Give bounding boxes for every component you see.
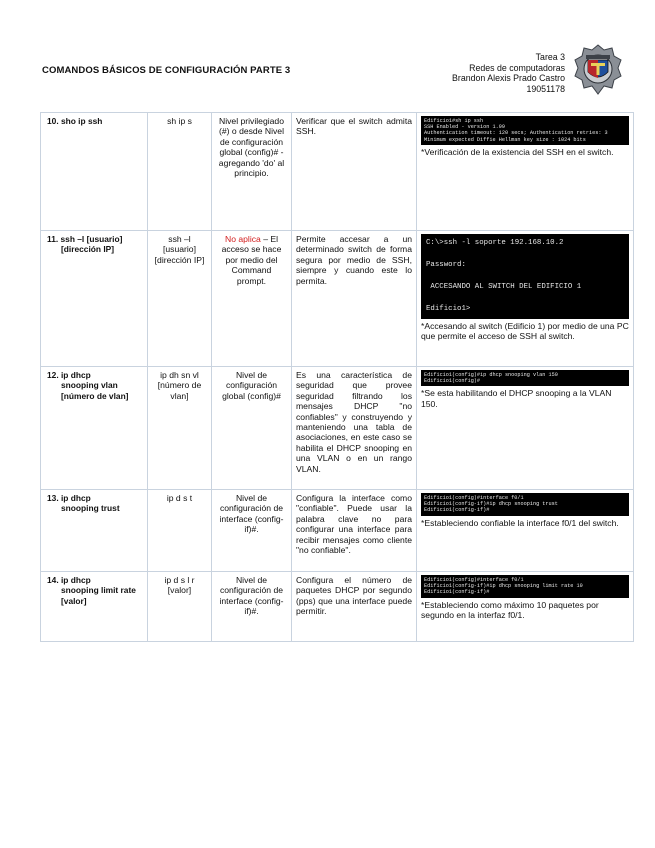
mode-text: Nivel de configuración de interface (config-if)#. xyxy=(219,493,284,535)
mode-cell xyxy=(212,572,292,642)
terminal-line: Edificio1> xyxy=(426,305,471,313)
description-cell: Permite accesar a un determinado switch de forma segura por medio de SSH, siempre y cuando este lo permita. xyxy=(292,231,417,367)
course-label: Redes de computadoras xyxy=(469,62,565,73)
terminal-line: C:\>ssh -l soporte 192.168.10.2 xyxy=(426,239,564,247)
terminal-line: Edificio1(config)# xyxy=(424,378,481,385)
example-caption: *Accesando al switch (Edificio 1) por medio de una PC que permite el acceso de SSH al switch. xyxy=(421,321,629,342)
command-continuation: [dirección IP] xyxy=(61,244,115,255)
terminal-line: Minimum expected Diffie Hellman key size : 1024 bits xyxy=(424,136,586,143)
example-cell xyxy=(417,231,634,367)
table-row xyxy=(41,231,634,367)
table-row xyxy=(41,113,634,231)
mode-text: Nivel de configuración de interface (config-if)#. xyxy=(219,575,284,617)
abbreviation-cell: ip dh sn vl [número de vlan] xyxy=(148,367,212,490)
command-continuation: snooping vlan [número de vlan] xyxy=(61,380,129,401)
terminal-screenshot xyxy=(421,575,629,598)
abbreviation-cell: ip d s t xyxy=(148,490,212,572)
commands-table xyxy=(40,112,634,642)
terminal-line xyxy=(426,293,624,304)
mode-cell xyxy=(212,113,292,231)
terminal-line: Edificio1(config-if)# xyxy=(424,507,490,514)
command-continuation: snooping limit rate [valor] xyxy=(61,585,136,606)
abbreviation-cell: ip d s l r [valor] xyxy=(148,572,212,642)
mode-text: Nivel privilegiado (#) o desde Nivel de configuración global (config)# - agregando 'do' al principio. xyxy=(218,116,285,179)
mode-cell xyxy=(212,231,292,367)
command-name: 14. ip dhcp xyxy=(47,575,91,585)
description-cell: Configura la interface como "confiable". Puede usar la palabra clave no para configurar una interface para recibir mensajes como cliente "no confiable". xyxy=(292,490,417,572)
example-cell xyxy=(417,113,634,231)
terminal-line xyxy=(426,249,624,260)
command-name: 13. ip dhcp xyxy=(47,493,91,503)
terminal-line: Password: xyxy=(426,261,466,269)
table-row xyxy=(41,572,634,642)
command-cell xyxy=(41,367,148,490)
command-cell xyxy=(41,490,148,572)
author-label: Brandon Alexis Prado Castro xyxy=(452,73,565,83)
table-row xyxy=(41,367,634,490)
example-caption: *Estableciendo como máximo 10 paquetes por segundo en la interfaz f0/1. xyxy=(421,599,599,621)
abbreviation-cell: ssh –l [usuario] [dirección IP] xyxy=(148,231,212,367)
example-caption: *Estableciendo confiable la interface f0/1 del switch. xyxy=(421,517,619,528)
terminal-line: Edificio1(config-if)# xyxy=(424,589,490,596)
command-cell xyxy=(41,113,148,231)
not-applicable-label: No aplica xyxy=(224,234,261,244)
institution-logo-icon xyxy=(574,44,622,96)
example-caption: *Verificación de la existencia del SSH en el switch. xyxy=(421,146,614,157)
terminal-line: Edificio1(config)#interface f0/1 xyxy=(424,495,524,501)
example-caption: *Se esta habilitando el DHCP snooping a la VLAN 150. xyxy=(421,388,612,409)
terminal-screenshot xyxy=(421,370,629,386)
terminal-line: Edificio1(config-if)#ip dhcp snooping trust xyxy=(424,501,558,508)
terminal-line: Edificio1(config)#interface f0/1 xyxy=(424,577,524,583)
description-cell: Es una característica de seguridad que provee seguridad filtrando los mensajes DHCP "no confiables" y construyendo y manteniendo una tabla de asociaciones, en este caso se habilita el DHCP snooping en una VLAN o en un rango VLAN. xyxy=(292,367,417,490)
mode-text: Nivel de configuración global (config)# xyxy=(222,370,281,401)
terminal-line: Authentication timeout: 120 secs; Authentication retries: 3 xyxy=(424,130,608,137)
terminal-screenshot xyxy=(421,493,629,516)
table-row xyxy=(41,490,634,572)
command-name: 12. ip dhcp xyxy=(47,370,91,380)
assignment-label: Tarea 3 xyxy=(535,52,565,62)
mode-text: – El acceso se hace por medio del Command prompt. xyxy=(221,234,282,286)
command-cell xyxy=(41,231,148,367)
terminal-line: Edificio1(config)#ip dhcp snooping vlan 150 xyxy=(424,372,558,378)
terminal-line xyxy=(426,271,624,282)
description-cell: Verificar que el switch admita SSH. xyxy=(292,113,417,231)
terminal-line: ACCESANDO AL SWITCH DEL EDIFICIO 1 xyxy=(426,283,582,291)
command-cell xyxy=(41,572,148,642)
command-name: 11. ssh –l [usuario] xyxy=(47,234,123,244)
terminal-line: Edificio1(config-if)#ip dhcp snooping limit rate 10 xyxy=(424,583,583,590)
student-id: 19051178 xyxy=(526,83,565,94)
terminal-screenshot xyxy=(421,116,629,145)
terminal-line: Edificio1#sh ip ssh xyxy=(424,118,484,124)
example-cell xyxy=(417,490,634,572)
command-continuation: snooping trust xyxy=(61,503,120,514)
mode-cell xyxy=(212,367,292,490)
example-cell xyxy=(417,367,634,490)
document-title: COMANDOS BÁSICOS DE CONFIGURACIÓN PARTE 3 xyxy=(42,65,291,76)
command-name: 10. sho ip ssh xyxy=(47,116,103,126)
terminal-line: SSH Enabled - version 1.99 xyxy=(424,124,505,131)
header-info xyxy=(452,52,565,94)
abbreviation-cell: sh ip s xyxy=(148,113,212,231)
example-cell xyxy=(417,572,634,642)
mode-cell xyxy=(212,490,292,572)
terminal-screenshot xyxy=(421,234,629,319)
description-cell: Configura el número de paquetes DHCP por segundo (pps) que una interface puede permitir. xyxy=(292,572,417,642)
